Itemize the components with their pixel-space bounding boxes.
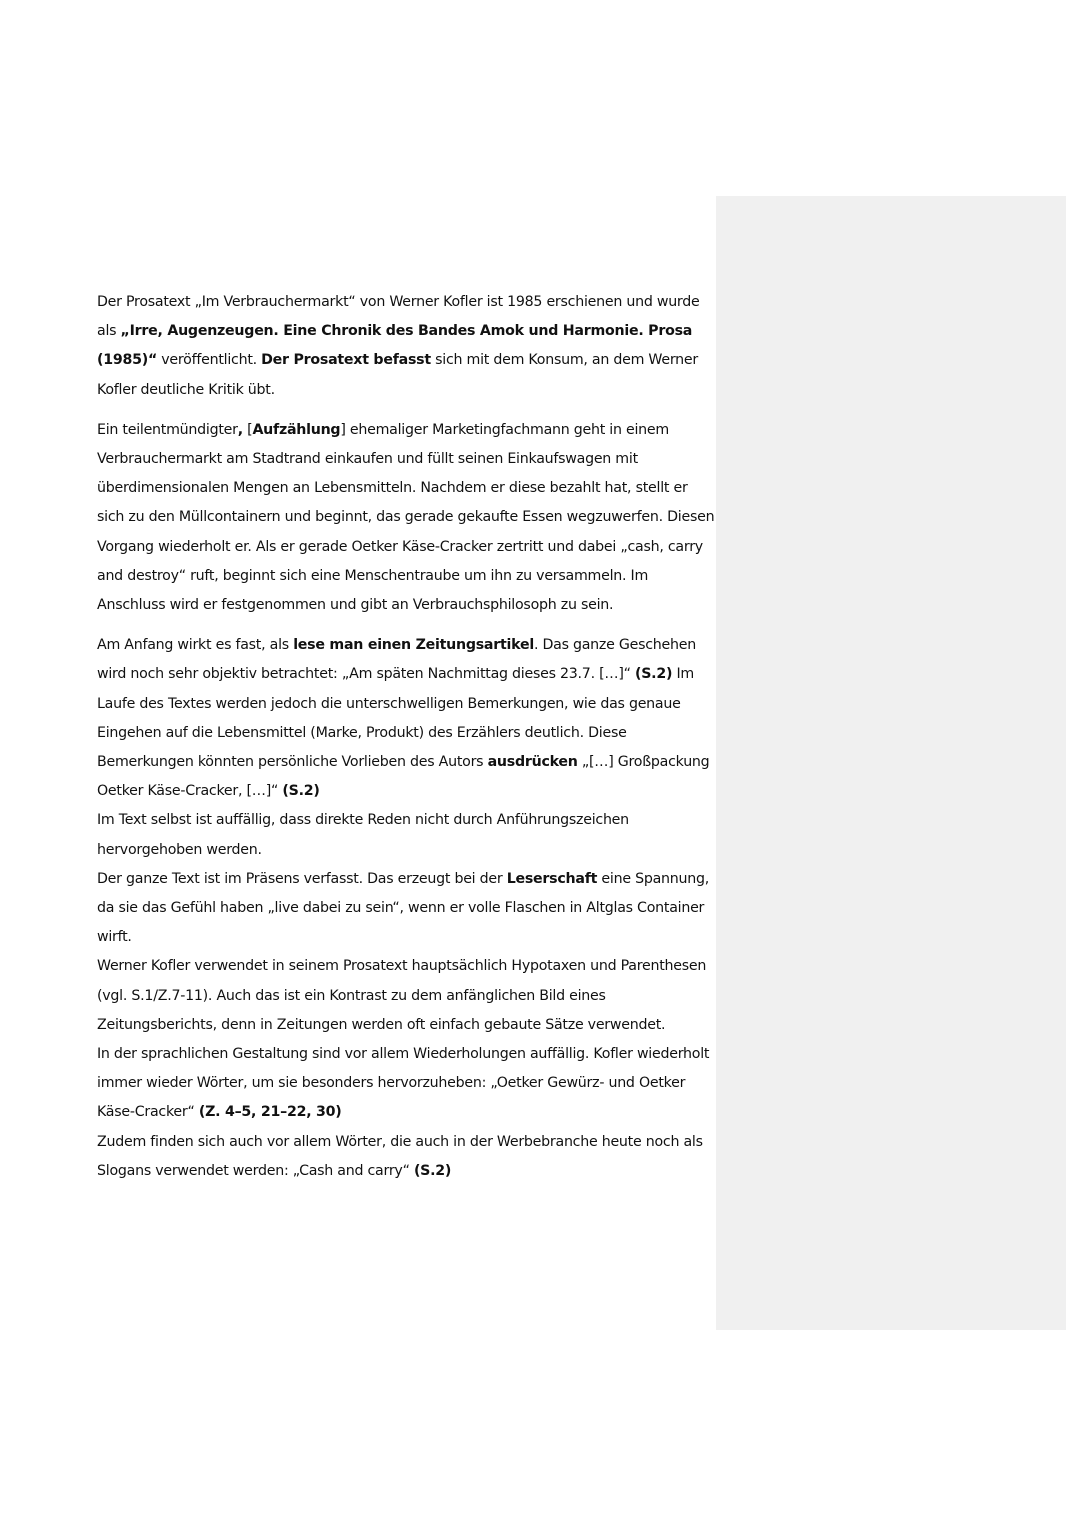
paragraph-summary bbox=[97, 416, 717, 620]
text-run: Am Anfang wirkt es fast, als bbox=[97, 637, 294, 654]
text-run: Im Text selbst ist auffällig, dass direkte Reden nicht durch Anführungszeichen hervorgehoben werden. bbox=[97, 812, 629, 858]
paragraph-tense bbox=[97, 865, 717, 953]
bold-run: lese man einen Zeitungsartikel bbox=[293, 637, 534, 654]
paragraph-slogans bbox=[97, 1128, 717, 1186]
text-run: veröffentlicht. bbox=[157, 352, 262, 369]
text-run: Im Laufe des Textes werden jedoch die unterschwelligen Bemerkungen, wie das genaue Eingehen auf die Lebensmittel (Marke, Produkt) des Erzählers deutlich. Diese Bemerkungen könnten persönliche Vorlieben des Autors bbox=[97, 666, 694, 771]
text-run: Zudem finden sich auch vor allem Wörter, die auch in der Werbebranche heute noch als Slogans verwendet werden: „Cash and carry“ bbox=[97, 1133, 703, 1179]
bold-run: ausdrücken bbox=[487, 754, 578, 771]
text-run: „[…] Großpackung Oetker Käse-Cracker, […]“ bbox=[97, 754, 710, 800]
document-body bbox=[97, 288, 717, 1186]
paragraph-repetition bbox=[97, 1040, 717, 1128]
text-run: sich mit dem Konsum, an dem Werner Kofler deutliche Kritik übt. bbox=[97, 352, 698, 398]
bold-run: Der Prosatext befasst bbox=[261, 352, 431, 369]
paragraph-direct-speech bbox=[97, 806, 717, 864]
paragraph-analysis-start bbox=[97, 631, 717, 806]
bold-run: Aufzählung bbox=[252, 421, 341, 438]
text-run: Der Prosatext „Im Verbrauchermarkt“ von Werner Kofler ist 1985 erschienen und wurde als bbox=[97, 294, 700, 340]
bold-run: (S.2) bbox=[282, 783, 320, 800]
text-run: ] ehemaliger Marketingfachmann geht in einem Verbrauchermarkt am Stadtrand einkaufen und füllt seinen Einkaufswagen mit überdimensionalen Mengen an Lebensmitteln. Nachdem er diese bezahlt hat, stellt er sich zu den Müllcontainern und beginnt, das gerade gekaufte Essen wegzuwerfen. Diesen Vorgang wiederholt er. Als er gerade Oetker Käse-Cracker zertritt und dabei „cash, carry and destroy“ ruft, beginnt sich eine Menschentraube um ihn zu versammeln. Im Anschluss wird er festgenommen und gibt an Verbrauchsphilosoph zu sein. bbox=[97, 421, 715, 614]
paragraph-intro bbox=[97, 288, 717, 405]
text-run: In der sprachlichen Gestaltung sind vor allem Wiederholungen auffällig. Kofler wiederholt immer wieder Wörter, um sie besonders hervorzuheben: „Oetker Gewürz- und Oetker Käse-Cracker“ bbox=[97, 1046, 710, 1121]
text-run: Werner Kofler verwendet in seinem Prosatext hauptsächlich Hypotaxen und Parenthesen (vgl. S.1/Z.7-11). Auch das ist ein Kontrast zu dem anfänglichen Bild eines Zeitungsberichts, denn in Zeitungen werden oft einfach gebaute Sätze verwendet. bbox=[97, 958, 707, 1033]
comment-pane bbox=[716, 196, 1066, 1330]
text-run: Ein teilentmündigter bbox=[97, 421, 238, 438]
text-run: Der ganze Text ist im Präsens verfasst. Das erzeugt bei der bbox=[97, 870, 507, 887]
bold-run: (S.2) bbox=[634, 666, 673, 683]
text-run: eine Spannung, da sie das Gefühl haben „live dabei zu sein“, wenn er volle Flaschen in Altglas Container wirft. bbox=[97, 870, 710, 946]
bold-run: „Irre, Augenzeugen. Eine Chronik des Bandes Amok und Harmonie. Prosa (1985)“ bbox=[97, 323, 693, 369]
bold-run: (Z. 4–5, 21–22, 30) bbox=[198, 1104, 342, 1121]
text-run: [ bbox=[242, 421, 253, 438]
bold-run: , bbox=[237, 421, 243, 438]
text-run: . Das ganze Geschehen wird noch sehr objektiv betrachtet: „Am späten Nachmittag dieses 23.7. […]“ bbox=[97, 637, 696, 683]
bold-run: Leserschaft bbox=[506, 870, 598, 887]
bold-run: (S.2) bbox=[413, 1162, 452, 1179]
paragraph-syntax bbox=[97, 952, 717, 1040]
